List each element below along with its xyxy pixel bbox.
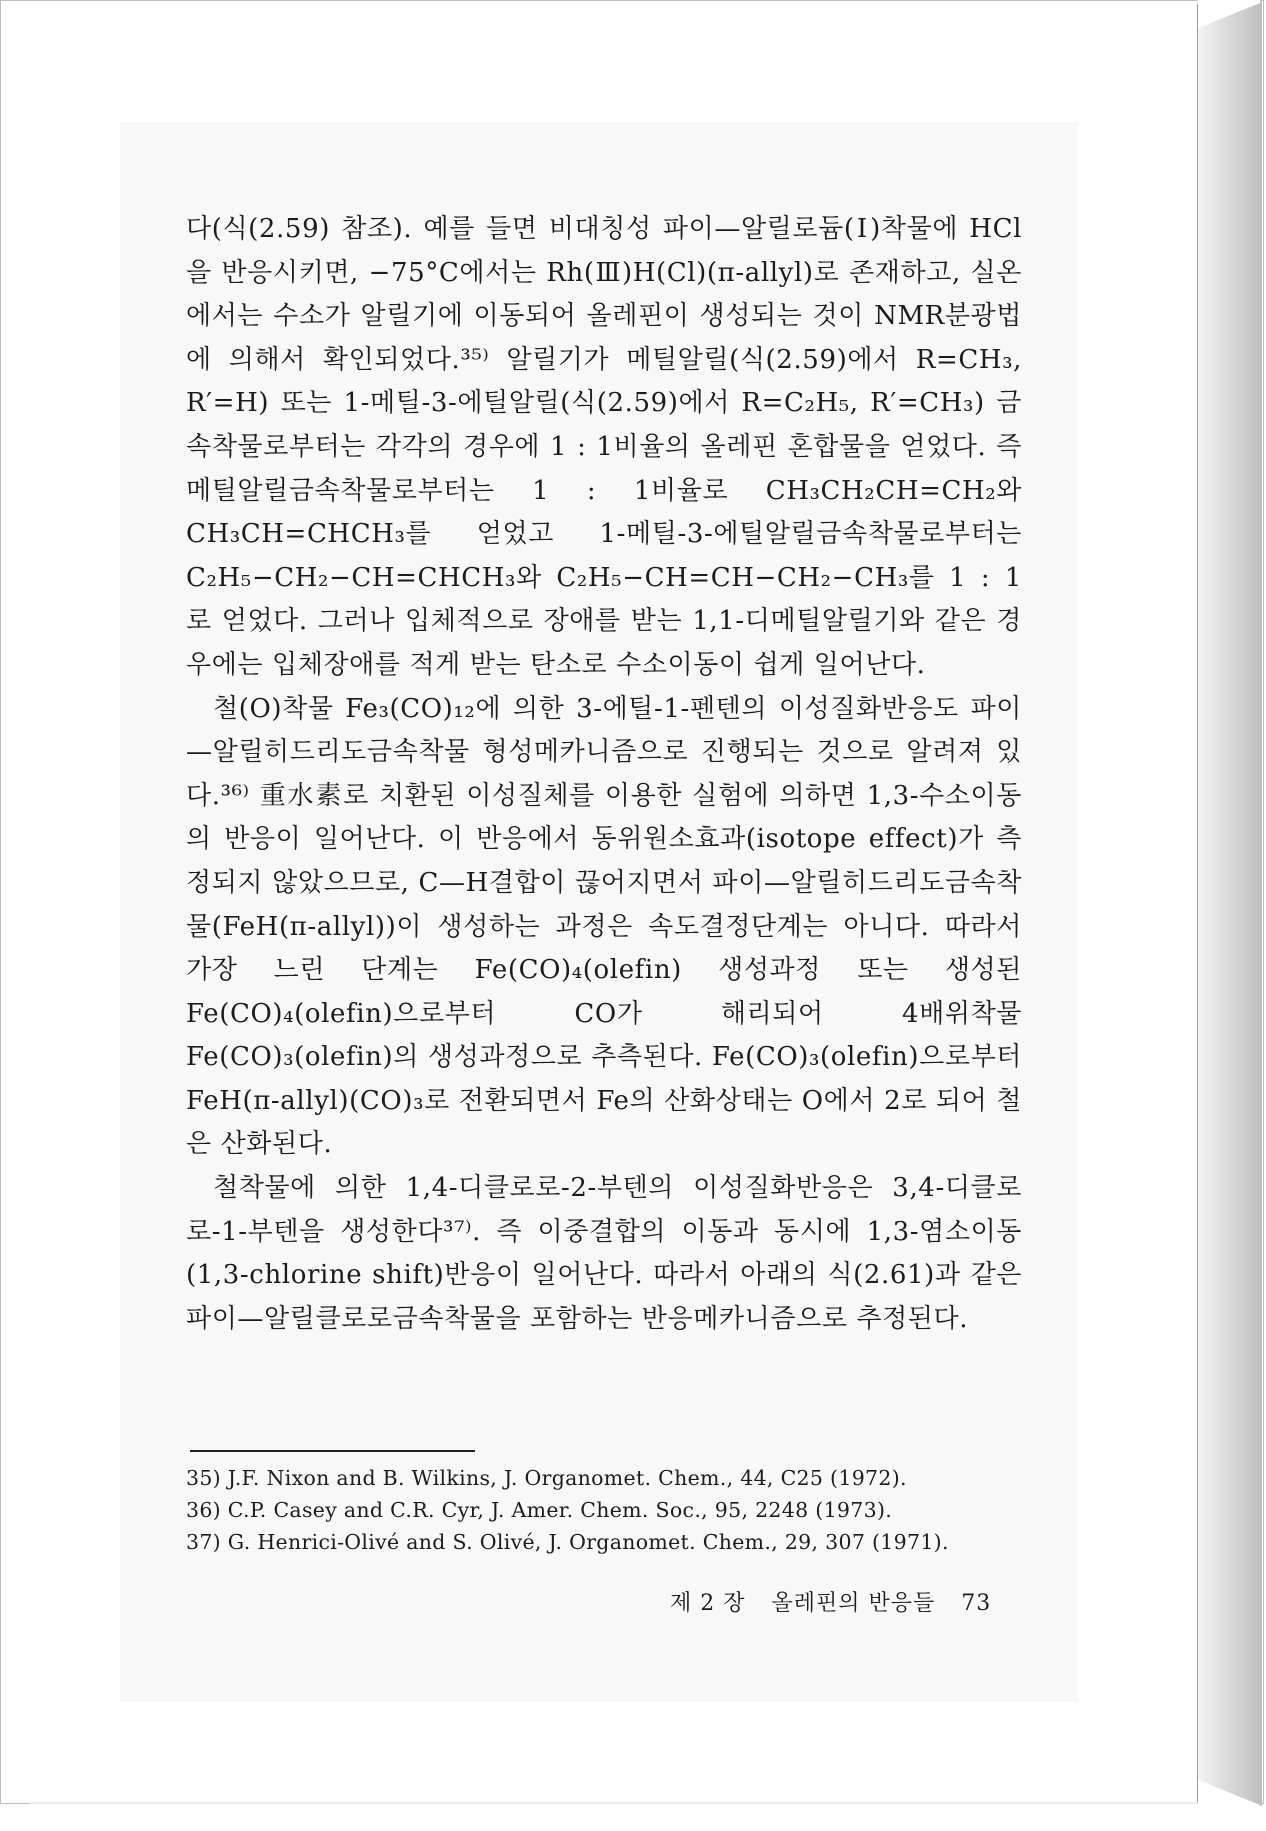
chapter-title: 올레핀의 반응들 [771, 1591, 936, 1616]
running-footer [670, 1586, 1010, 1617]
footnote-35: 35) J.F. Nixon and B. Wilkins, J. Organomet. Chem., 44, C25 (1972). [186, 1466, 907, 1490]
page-edge-shadow [1198, 0, 1262, 1806]
footnotes [186, 1462, 1022, 1558]
paragraph-1: 다(식(2.59) 참조). 예를 들면 비대칭성 파이—알릴로듐(Ⅰ)착물에 HCl을 반응시키면, −75°C에서는 Rh(Ⅲ)H(Cl)(π-allyl)로 존재하고, 실온에서는 수소가 알릴기에 이동되어 올레핀이 생성되는 것이 NMR분광법에 의해서 확인되었다.³⁵⁾ 알릴기가 메틸알릴(식(2.59)에서 R=CH₃, R′=H) 또는 1-메틸-3-에틸알릴(식(2.59)에서 R=C₂H₅, R′=CH₃) 금속착물로부터는 각각의 경우에 1 : 1비율의 올레핀 혼합물을 얻었다. 즉 메틸알릴금속착물로부터는 1 : 1비율로 CH₃CH₂CH=CH₂와 CH₃CH=CHCH₃를 얻었고 1-메틸-3-에틸알릴금속착물로부터는 C₂H₅−CH₂−CH=CHCH₃와 C₂H₅−CH=CH−CH₂−CH₃를 1 : 1로 얻었다. 그러나 입체적으로 장애를 받는 1,1-디메틸알릴기와 같은 경우에는 입체장애를 적게 받는 탄소로 수소이동이 쉽게 일어난다. [186, 214, 1022, 680]
chapter-label: 제 2 장 [670, 1591, 746, 1616]
body-text [186, 208, 1022, 1341]
page-number: 73 [961, 1591, 992, 1616]
paragraph-3: 철착물에 의한 1,4-디클로로-2-부텐의 이성질화반응은 3,4-디클로로-1-부텐을 생성한다³⁷⁾. 즉 이중결합의 이동과 동시에 1,3-염소이동(1,3-chlorine shift)반응이 일어난다. 따라서 아래의 식(2.61)과 같은 파이—알릴클로로금속착물을 포함하는 반응메카니즘으로 추정된다. [186, 1173, 1022, 1334]
footnote-rule [190, 1450, 475, 1452]
footnote-37: 37) G. Henrici-Olivé and S. Olivé, J. Organomet. Chem., 29, 307 (1971). [186, 1530, 949, 1554]
paragraph-2: 철(O)착물 Fe₃(CO)₁₂에 의한 3-에틸-1-펜텐의 이성질화반응도 파이—알릴히드리도금속착물 형성메카니즘으로 진행되는 것으로 알려져 있다.³⁶⁾ 重水素로 치환된 이성질체를 이용한 실험에 의하면 1,3-수소이동의 반응이 일어난다. 이 반응에서 동위원소효과(isotope effect)가 측정되지 않았으므로, C—H결합이 끊어지면서 파이—알릴히드리도금속착물(FeH(π-allyl))이 생성하는 과정은 속도결정단계는 아니다. 따라서 가장 느린 단계는 Fe(CO)₄(olefin) 생성과정 또는 생성된 Fe(CO)₄(olefin)으로부터 CO가 해리되어 4배위착물 Fe(CO)₃(olefin)의 생성과정으로 추측된다. Fe(CO)₃(olefin)으로부터 FeH(π-allyl)(CO)₃로 전환되면서 Fe의 산화상태는 O에서 2로 되어 철은 산화된다. [186, 693, 1022, 1160]
footnote-36: 36) C.P. Casey and C.R. Cyr, J. Amer. Chem. Soc., 95, 2248 (1973). [186, 1498, 893, 1522]
